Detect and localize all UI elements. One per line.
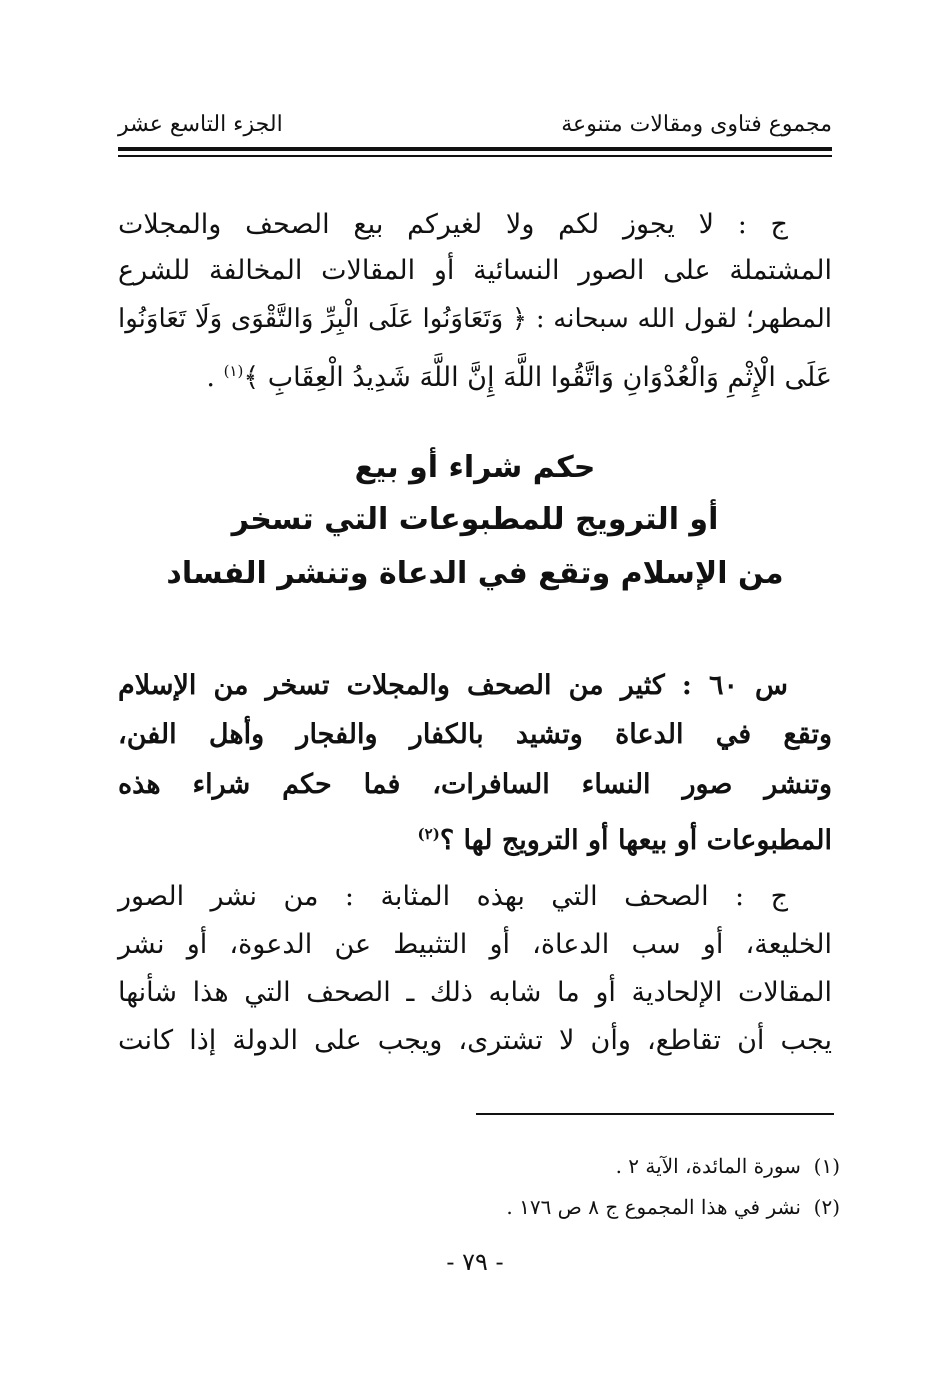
- footnote-separator: [476, 1113, 834, 1115]
- footnote-2-text: نشر في هذا المجموع ج ٨ ص ١٧٦ .: [506, 1195, 801, 1219]
- question-line-2: وتقع في الدعاة وتشيد بالكفار والفجار وأهل الفن،: [118, 719, 832, 750]
- answer-line-3: المقالات الإلحادية أو ما شابه ذلك ـ الصحف التي هذا شأنها: [118, 977, 832, 1008]
- answer-line-2: الخليعة، أو سب الدعاة، أو التثبيط عن الدعوة، أو نشر: [118, 929, 832, 960]
- answer-prev-line-3: المطهر؛ لقول الله سبحانه : ﴿ وَتَعَاوَنُوا عَلَى الْبِرِّ وَالتَّقْوَى وَلَا تَعَاوَنُوا: [118, 304, 832, 334]
- header-rule-thin: [118, 155, 832, 157]
- footnote-ref-1: (١): [223, 362, 244, 380]
- footnote-1-text: سورة المائدة، الآية ٢ .: [615, 1154, 801, 1178]
- section-title-line-1: حكم شراء أو بيع: [354, 450, 596, 485]
- question-line-4-text: المطبوعات أو بيعها أو الترويج لها ؟: [439, 825, 832, 856]
- section-title-line-3: من الإسلام وتقع في الدعاة وتنشر الفساد: [166, 556, 784, 591]
- running-header-volume: الجزء التاسع عشر: [118, 112, 283, 137]
- footnote-ref-2: (٢): [417, 825, 440, 843]
- footnote-2-marker: (٢): [813, 1195, 840, 1219]
- answer-line-4: يجب أن تقاطع، وأن لا تشترى، ويجب على الدولة إذا كانت: [118, 1025, 832, 1056]
- section-title-line-2: أو الترويج للمطبوعات التي تسخر: [231, 502, 719, 537]
- answer-prev-line-4: عَلَى الْإِثْمِ وَالْعُدْوَانِ وَاتَّقُوا اللَّهَ إِنَّ اللَّهَ شَدِيدُ الْعِقَابِ ﴾$^{(١)}$ .: [206, 362, 832, 393]
- header-rule-thick: [118, 147, 832, 151]
- footnote-1: [616, 1152, 840, 1180]
- answer-prev-line-1: ج : لا يجوز لكم ولا لغيركم بيع الصحف والمجلات: [118, 209, 788, 240]
- footnote-1-marker: (١): [813, 1154, 840, 1178]
- answer-line-1: ج : الصحف التي بهذه المثابة : من نشر الصور: [118, 881, 788, 912]
- running-header-title: مجموع فتاوى ومقالات متنوعة: [561, 112, 832, 137]
- page-number: - ٧٩ -: [446, 1248, 504, 1276]
- footnote-2: [506, 1193, 840, 1221]
- question-line-4: [118, 814, 832, 854]
- question-line-3: وتنشر صور النساء السافرات، فما حكم شراء هذه: [118, 769, 832, 800]
- question-line-1: س ٦٠ : كثير من الصحف والمجلات تسخر من الإسلام: [118, 670, 789, 701]
- quran-verse-end: عَلَى الْإِثْمِ وَالْعُدْوَانِ وَاتَّقُوا اللَّهَ إِنَّ اللَّهَ شَدِيدُ الْعِقَابِ ﴾: [243, 362, 832, 393]
- answer-prev-line-2: المشتملة على الصور النسائية أو المقالات المخالفة للشرع: [118, 255, 832, 286]
